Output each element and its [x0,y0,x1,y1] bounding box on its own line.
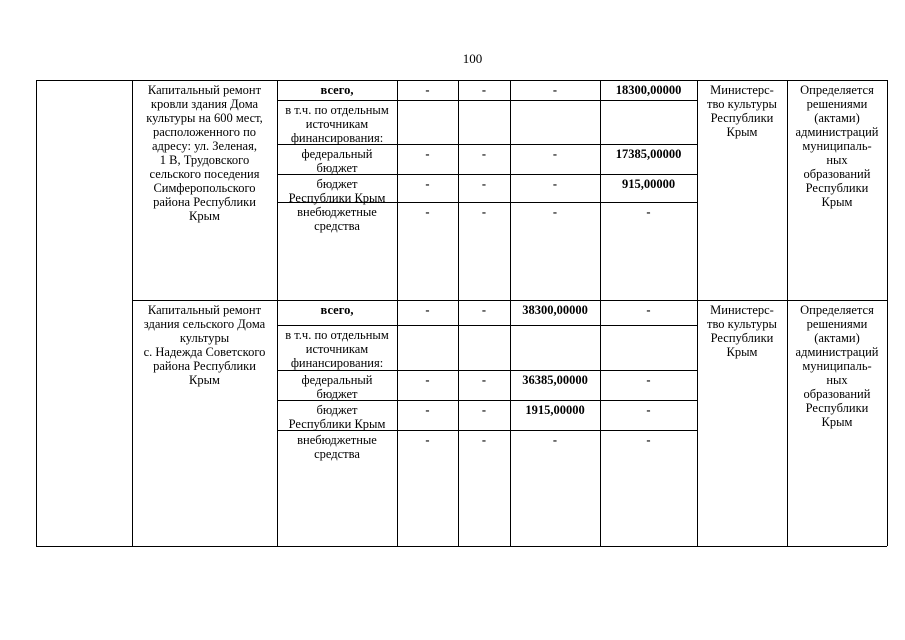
amount-value: 1915,00000 [525,403,585,417]
financing-note-line: (актами) [814,111,860,125]
source-label [279,103,395,145]
financing-note-line: Республики [805,401,869,415]
empty-value: - [552,177,558,191]
object-name-line: Крым [189,209,220,223]
object-name-line: расположенного по [152,125,257,139]
financing-note-line: Определяется [800,303,874,317]
object-name [134,83,275,223]
subrow-rule-0-0 [277,100,697,101]
column-rule-2 [277,80,278,546]
financing-note-line: решениями [806,317,868,331]
source-label-line: в т.ч. по отдельным [285,328,389,342]
column-rule-9 [887,80,888,546]
empty-value: - [425,403,430,417]
executor-line: Крым [726,125,758,139]
financing-note-line: образований [803,387,871,401]
source-label-line: федеральный [301,147,373,161]
executor [699,303,785,359]
empty-value: - [552,147,558,161]
financing-note-line: решениями [806,97,868,111]
amount-value: 38300,00000 [522,303,588,317]
source-label [279,177,395,205]
empty-value: - [552,205,558,219]
empty-value: - [481,205,487,219]
financing-note-line: ных [826,373,848,387]
page-number: 100 [462,51,483,66]
financing-note-line: (актами) [814,331,860,345]
empty-value: - [646,205,651,219]
empty-value: - [481,303,487,317]
object-name-line: района Республики [153,359,256,373]
empty-value: - [646,373,651,387]
object-name-line: Крым [189,373,220,387]
executor-line: Министерс- [710,303,774,317]
financing-note-line: Крым [821,195,853,209]
source-label-line: бюджет [316,403,358,417]
source-label-line: финансирования: [290,356,384,370]
source-label-line: в т.ч. по отдельным [285,103,389,117]
source-label [279,403,395,431]
executor-line: тво культуры [707,317,777,331]
object-name-line: Капитальный ремонт [147,83,262,97]
table-top-rule [36,80,887,81]
source-label-line: всего, [320,303,354,317]
block-split-rule [132,300,887,301]
subrow-rule-1-1 [277,370,697,371]
source-label-line: федеральный [301,373,373,387]
source-label [279,205,395,233]
object-name-line: Симферопольского [153,181,256,195]
source-label-line: внебюджетные [297,433,377,447]
object-name-line: адресу: ул. Зеленая, [152,139,257,153]
amount-value: 36385,00000 [522,373,588,387]
source-label-line: бюджет [316,177,358,191]
column-rule-7 [697,80,698,546]
object-name-line: культуры [179,331,230,345]
source-label-line: источникам [305,117,369,131]
empty-value: - [481,433,487,447]
object-name [134,303,275,387]
financing-note [789,303,885,429]
financing-note [789,83,885,209]
empty-value: - [646,433,651,447]
source-label-line: источникам [305,342,369,356]
object-name-line: Капитальный ремонт [147,303,262,317]
column-rule-3 [397,80,398,546]
object-name-line: с. Надежда Советского [143,345,266,359]
executor-line: Республики [710,111,774,125]
empty-value: - [481,177,487,191]
empty-value: - [481,373,487,387]
column-rule-5 [510,80,511,546]
object-name-line: культуры на 600 мест, [146,111,263,125]
object-name-line: 1 В, Трудовского [159,153,250,167]
column-rule-0 [36,80,37,546]
financing-note-line: муниципаль- [802,359,872,373]
financing-note-line: ных [826,153,848,167]
source-label-line: Республики Крым [288,191,386,205]
table-bottom-rule [36,546,887,547]
executor-line: тво культуры [707,97,777,111]
financing-note-line: Определяется [800,83,874,97]
financing-note-line: муниципаль- [802,139,872,153]
empty-value: - [425,177,430,191]
source-label-line: средства [314,447,360,461]
amount-value: 17385,00000 [615,147,682,161]
executor-line: Министерс- [710,83,774,97]
source-label [279,433,395,461]
source-label-line: финансирования: [290,131,384,145]
empty-value: - [552,83,558,97]
source-label-line: бюджет [316,387,358,401]
amount-value: 915,00000 [621,177,676,191]
source-label [279,83,395,97]
empty-value: - [646,303,651,317]
column-rule-8 [787,80,788,546]
financing-note-line: образований [803,167,871,181]
column-rule-6 [600,80,601,546]
source-label [279,303,395,317]
executor [699,83,785,139]
source-label [279,147,395,175]
empty-value: - [425,373,430,387]
source-label-line: бюджет [316,161,358,175]
empty-value: - [425,83,430,97]
object-name-line: сельского поседения [149,167,260,181]
object-name-line: здания сельского Дома [143,317,266,331]
object-name-line: кровли здания Дома [150,97,259,111]
empty-value: - [552,433,558,447]
amount-value: 18300,00000 [615,83,682,97]
object-name-line: района Республики [153,195,256,209]
empty-value: - [481,403,487,417]
source-label [279,328,395,370]
source-label-line: Республики Крым [288,417,386,431]
empty-value: - [481,83,487,97]
executor-line: Крым [726,345,758,359]
empty-value: - [425,303,430,317]
empty-value: - [425,147,430,161]
empty-value: - [646,403,651,417]
financing-note-line: Крым [821,415,853,429]
column-rule-4 [458,80,459,546]
source-label-line: внебюджетные [297,205,377,219]
financing-note-line: Республики [805,181,869,195]
financing-note-line: администраций [795,345,879,359]
source-label [279,373,395,401]
empty-value: - [425,433,430,447]
empty-value: - [481,147,487,161]
subrow-rule-1-0 [277,325,697,326]
financing-note-line: администраций [795,125,879,139]
executor-line: Республики [710,331,774,345]
empty-value: - [425,205,430,219]
source-label-line: средства [314,219,360,233]
column-rule-1 [132,80,133,546]
source-label-line: всего, [320,83,354,97]
